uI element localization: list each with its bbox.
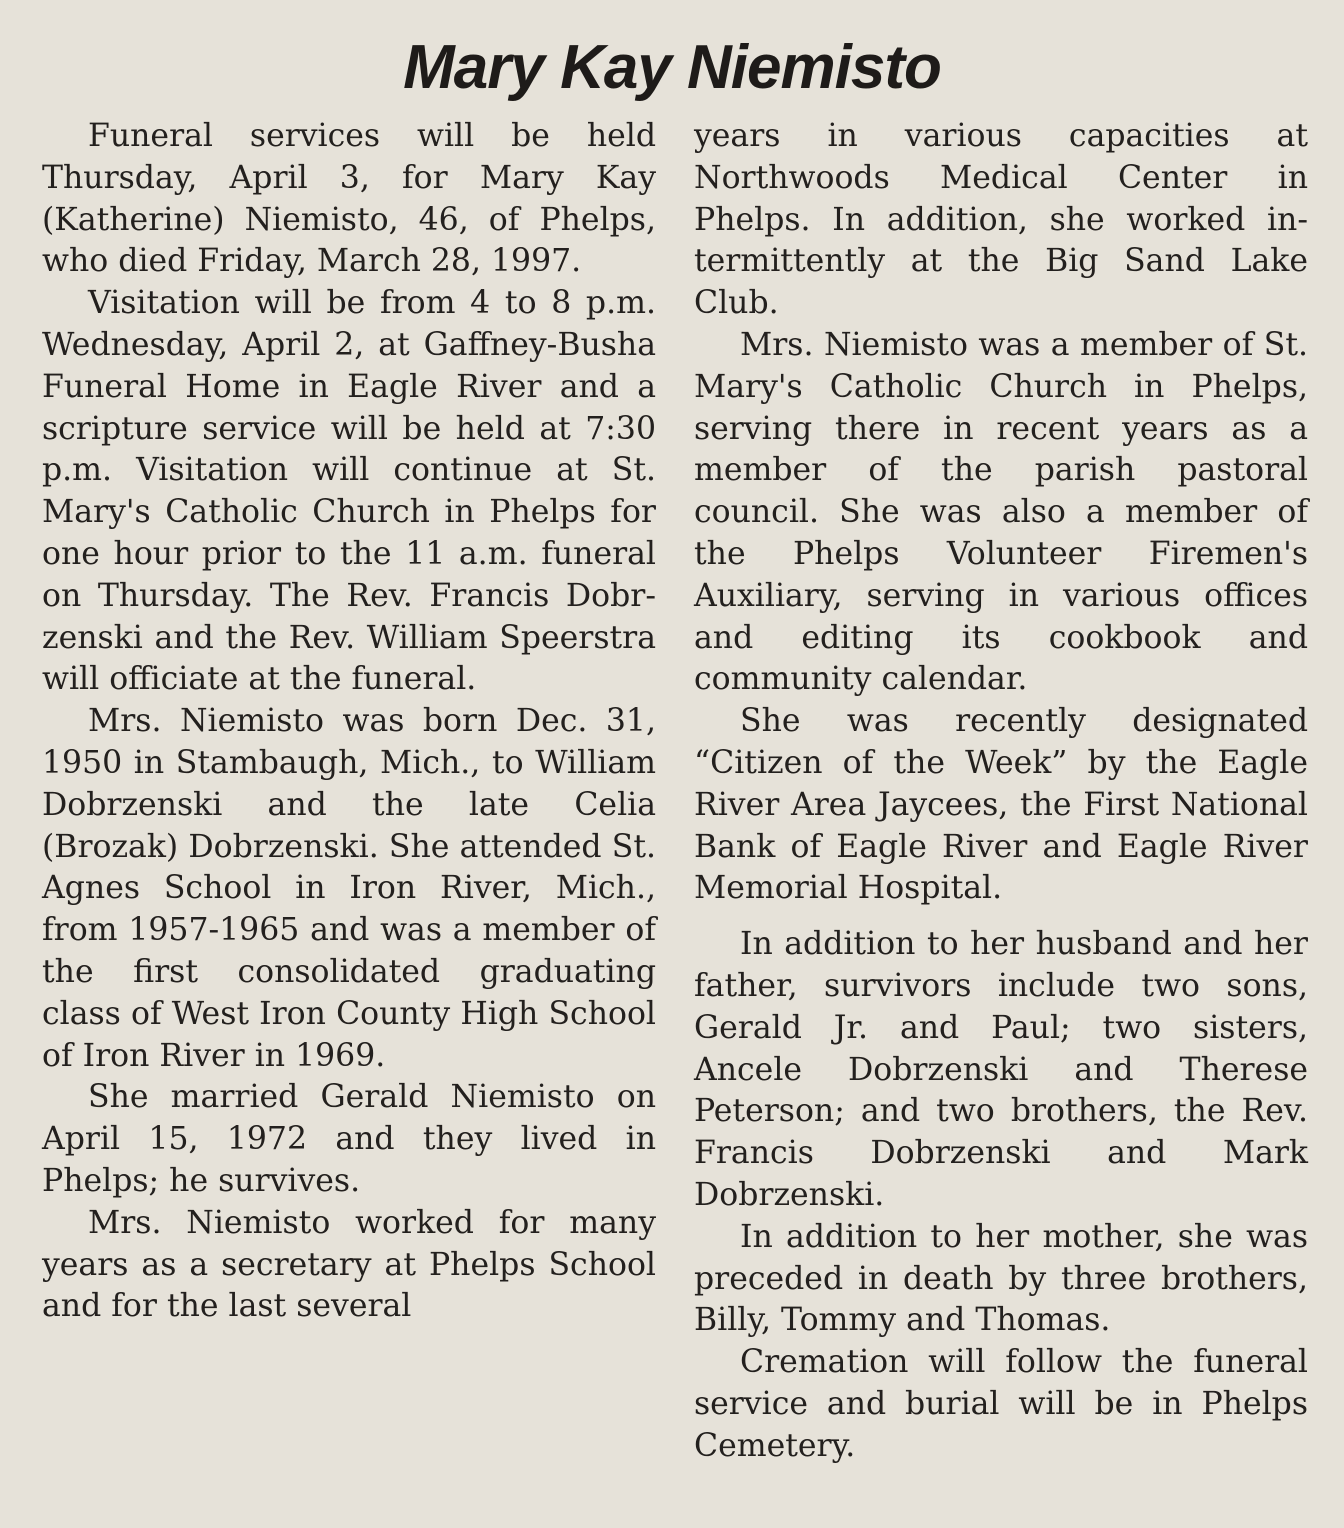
paragraph-marriage: She married Gerald Niemisto on April 15, 1972 and they lived in Phelps; he survives. (42, 1079, 656, 1199)
left-column (42, 116, 656, 1328)
paragraph-cremation: Cremation will follow the funeral service and burial will be in Phelps Cemetery. (694, 1344, 1308, 1464)
paragraph-church-membership: Mrs. Niemisto was a member of St. Mary's Catholic Church in Phelps, serving there in recent years as a member of the parish pastoral council. She was also a member of the Phelps Volunteer Firemen's Auxiliary, serving in various offices and editing its cookbook and community calendar. (694, 326, 1308, 698)
paragraph-visitation: Visitation will be from 4 to 8 p.m. Wednesday, April 2, at Gaffney-Busha Funeral Home in Eagle River and a scripture service will be held at 7:30 p.m. Visitation will continue at St. Mary's Catholic Church in Phelps for one hour prior to the 11 a.m. funeral on Thursday. The Rev. Francis Dobrzenski and the Rev. William Speerstra will officiate at the funeral. (42, 285, 656, 698)
paragraph-birth-education: Mrs. Niemisto was born Dec. 31, 1950 in Stambaugh, Mich., to William Dobrzenski and the late Celia (Brozak) Dobrzenski. She attended St. Agnes School in Iron River, Mich., from 1957-1965 and was a member of the first consolidated graduating class of West Iron County High School of Iron River in 1969. (42, 703, 656, 1074)
paragraph-funeral-services: Funeral services will be held Thursday, April 3, for Mary Kay (Katherine) Niemisto, 46, of Phelps, who died Friday, March 28, 1997. (42, 118, 656, 280)
paragraph-survivors: In addition to her husband and her father, survivors include two sons, Gerald Jr. and Paul; two sisters, Ancele Dobrzenski and Therese Peterson; and two brothers, the Rev. Francis Dobrzenski and Mark Dobrzenski. (694, 926, 1308, 1213)
paragraph-career-start: Mrs. Niemisto worked for many years as a secretary at Phelps School and for the last several (42, 1204, 656, 1325)
right-column (694, 116, 1308, 1468)
paragraph-citizen-of-week: She was recently designated “Citizen of the Week” by the Eagle River Area Jaycees, the First National Bank of Eagle River and Eagle River Memorial Hospital. (694, 703, 1308, 907)
paragraph-preceded-in-death: In addition to her mother, she was preceded in death by three brothers, Billy, Tommy and Thomas. (694, 1218, 1308, 1339)
headline: Mary Kay Niemisto (403, 33, 941, 102)
paragraph-career-continued: years in various capacities at Northwoods Medical Center in Phelps. In addition, she worked intermittently at the Big Sand Lake Club. (694, 118, 1308, 322)
